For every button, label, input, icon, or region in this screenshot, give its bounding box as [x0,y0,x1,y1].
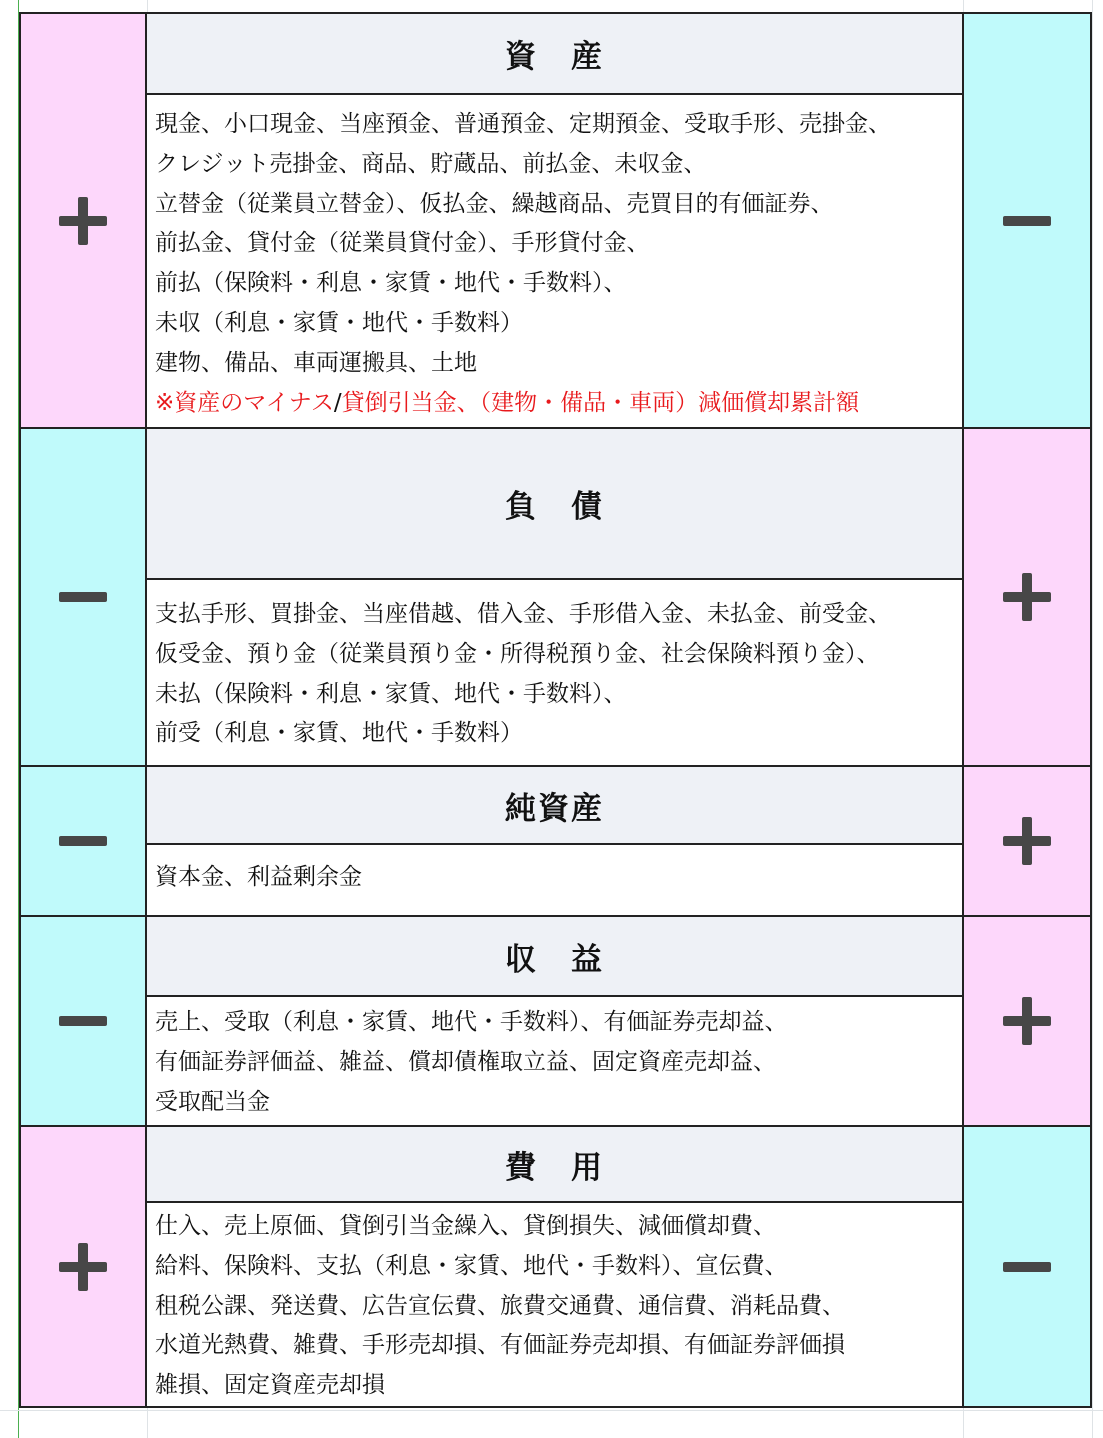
section-revenue [21,917,1092,1127]
account-line: 仮受金、預り金（従業員預り金・所得税預り金、社会保険料預り金）、 [155,640,880,667]
account-line: クレジット売掛金、商品、貯蔵品、前払金、未収金、 [155,150,707,177]
note-prefix: ※資産のマイナス [155,389,334,416]
plus-icon [1003,997,1051,1045]
liabilities-decrease-side [21,429,147,765]
account-line: 現金、小口現金、当座預金、普通預金、定期預金、受取手形、売掛金、 [155,111,891,137]
account-line: 未払（保険料・利息・家賃、地代・手数料）、 [155,680,627,707]
contra-asset-note [155,384,954,424]
account-line: 未収（利息・家賃・地代・手数料） [155,309,523,336]
section-assets [21,14,1092,429]
section-title: 資 産 [147,14,962,95]
account-classification-table [19,12,1092,1408]
account-line: 受取配当金 [155,1088,270,1115]
section-liabilities [21,429,1092,767]
account-line: 給料、保険料、支払（利息・家賃、地代・手数料）、宣伝費、 [155,1252,788,1279]
section-body [147,1203,962,1406]
account-line: 前受（利息・家賃、地代・手数料） [155,720,523,747]
assets-decrease-side [964,14,1092,427]
section-body [147,845,962,915]
account-line: 前払金、貸付金（従業員貸付金）、手形貸付金、 [155,230,650,257]
liabilities-increase-side [964,429,1092,765]
account-line: 仕入、売上原価、貸倒引当金繰入、貸倒損失、減価償却費、 [155,1213,776,1240]
section-title: 費 用 [147,1127,962,1203]
plus-icon [59,1243,107,1291]
equity-increase-side [964,767,1092,915]
account-line: 水道光熱費、雑費、手形売却損、有価証券売却損、有価証券評価損 [155,1332,845,1359]
account-line: 雑損、固定資産売却損 [155,1372,385,1399]
section-body [147,580,962,765]
section-body [147,997,962,1125]
account-line: 売上、受取（利息・家賃、地代・手数料）、有価証券売却益、 [155,1009,788,1035]
minus-icon [1003,216,1051,226]
account-line: 租税公課、発送費、広告宣伝費、旅費交通費、通信費、消耗品費、 [155,1292,845,1319]
section-equity [21,767,1092,917]
account-line: 支払手形、買掛金、当座借越、借入金、手形借入金、未払金、前受金、 [155,601,891,627]
equity-decrease-side [21,767,147,915]
plus-icon [1003,817,1051,865]
expenses-decrease-side [964,1127,1092,1406]
minus-icon [59,1016,107,1026]
section-title: 収 益 [147,917,962,997]
section-title: 負 債 [147,429,962,580]
minus-icon [59,592,107,602]
plus-icon [59,197,107,245]
account-line: 前払（保険料・利息・家賃・地代・手数料）、 [155,270,627,297]
minus-icon [1003,1262,1051,1272]
assets-increase-side [21,14,147,427]
note-slash: / [333,389,342,416]
minus-icon [59,836,107,846]
revenue-increase-side [964,917,1092,1125]
plus-icon [1003,573,1051,621]
section-title: 純資産 [147,767,962,845]
expenses-increase-side [21,1127,147,1406]
section-expenses [21,1127,1092,1408]
note-text: 貸倒引当金、（建物・備品・車両）減価償却累計額 [341,389,860,416]
account-line: 資本金、利益剰余金 [155,864,362,890]
account-line: 有価証券評価益、雑益、償却債権取立益、固定資産売却益、 [155,1048,776,1075]
section-body [147,95,962,427]
revenue-decrease-side [21,917,147,1125]
account-line: 建物、備品、車両運搬具、土地 [155,349,477,376]
account-line: 立替金（従業員立替金）、仮払金、繰越商品、売買目的有価証券、 [155,190,834,217]
